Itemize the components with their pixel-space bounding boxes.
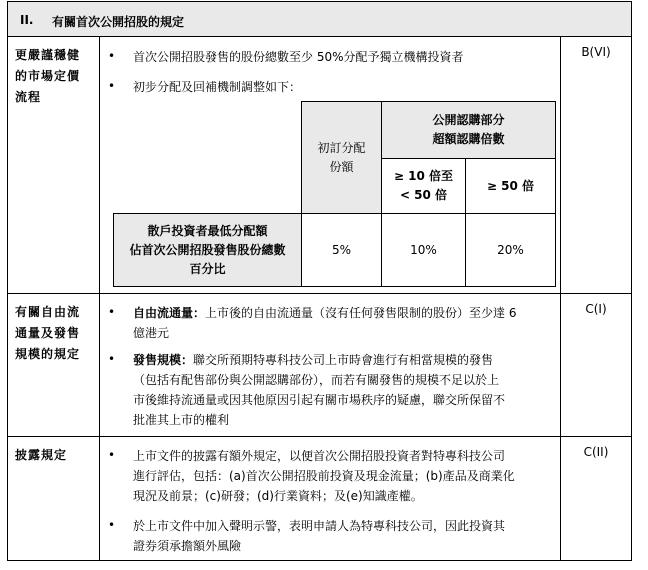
value-10-50: 10%	[381, 213, 466, 287]
retail-allocation-label: 散戶投資者最低分配額 佔首次公開招股發售股份總數 百分比	[113, 213, 302, 287]
bullet-dot: •	[108, 79, 116, 93]
bullet-dot: •	[108, 518, 116, 532]
header-initial-allocation: 初訂分配 份額	[301, 101, 382, 214]
requirements-table	[7, 1, 634, 561]
bullet-text: 於上市文件中加入聲明示警，表明申請人為特專科技公司，因此投資其 證券須承擔額外風險	[133, 519, 506, 553]
bullet-text: 初步分配及回補機制調整如下：	[133, 80, 302, 94]
section-header	[7, 1, 632, 37]
bullet-text: 自由流通量：上市後的自由流通量（沒有任何發售限制的股份）至少達 6 億港元	[133, 306, 517, 340]
row-label: 有關自由流 通量及發售 規模的規定	[8, 294, 100, 436]
header-public-offer-group: 公開認購部分 超額認購倍數	[381, 101, 556, 159]
header-subscription-50: ≥ 50 倍	[465, 158, 556, 214]
row-disclosure	[7, 436, 632, 561]
allocation-table	[113, 101, 556, 287]
value-50: 20%	[465, 213, 556, 287]
bullet-dot: •	[108, 305, 116, 319]
value-initial: 5%	[301, 213, 382, 287]
row-free-float	[7, 293, 632, 437]
row-reference: C(II)	[560, 437, 631, 560]
row-reference: B(VI)	[560, 37, 631, 293]
row-reference: C(I)	[560, 294, 631, 436]
bullet-dot: •	[108, 49, 116, 63]
bullet-text: 發售規模：聯交所預期特專科技公司上市時會進行有相當規模的發售 （包括有配售部份與公開認購部份），而若有關發售的規模不足以於上 市後維持流通量或因其他原因引起有關市場秩序的疑慮，聯交所保留不 批准其上市的權利	[133, 353, 506, 427]
row-label: 更嚴謹穩健 的市場定價 流程	[8, 37, 100, 293]
row-market-pricing	[7, 36, 632, 294]
section-title: 有關首次公開招股的規定	[52, 15, 185, 29]
bullet-text: 上市文件的披露有額外規定，以便首次公開招股投資者對特專科技公司 進行評估，包括：(a)首次公開招股前投資及現金流量；(b)產品及商業化 現況及前景；(c)研發；(d)行業資料；及(e)知識產權。	[133, 449, 515, 503]
header-subscription-10-50: ≥ 10 倍至 < 50 倍	[381, 158, 466, 214]
row-label: 披露規定	[8, 437, 100, 560]
bullet-dot: •	[108, 448, 116, 462]
bullet-dot: •	[108, 352, 116, 366]
bullet-text: 首次公開招股發售的股份總數至少 50%分配予獨立機構投資者	[133, 50, 464, 64]
section-number: II.	[20, 13, 34, 27]
